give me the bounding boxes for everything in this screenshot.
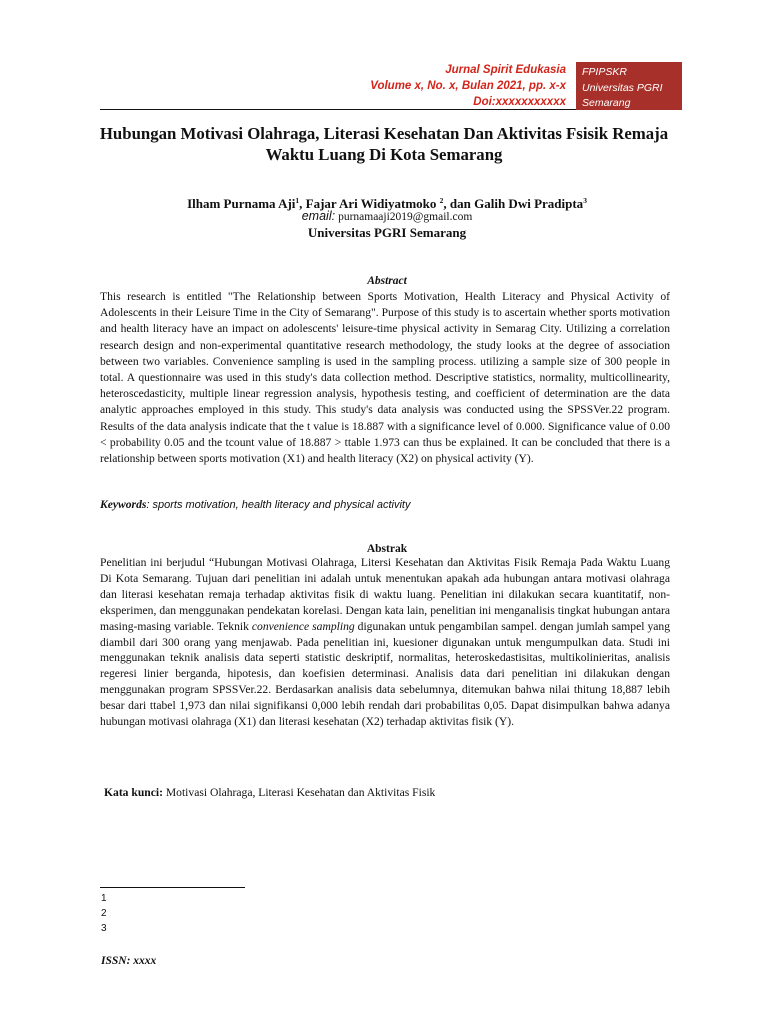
author-separator: , dan (443, 196, 475, 211)
author-separator: , (299, 196, 306, 211)
author-name: Ilham Purnama Aji (187, 196, 296, 211)
issn: ISSN: xxxx (101, 955, 157, 967)
journal-volume: Volume x, No. x, Bulan 2021, pp. x-x (370, 80, 566, 92)
abstrak-text (100, 555, 670, 730)
journal-doi: Doi:xxxxxxxxxxx (473, 96, 566, 108)
kata-kunci-label: Kata kunci: (104, 786, 163, 799)
email-line (100, 209, 674, 225)
header-divider (100, 109, 576, 110)
footnote-divider (100, 887, 245, 888)
affiliation: Universitas PGRI Semarang (307, 225, 467, 240)
keywords-line (100, 497, 411, 513)
title-line: Waktu Luang Di Kota Semarang (265, 145, 503, 164)
author-name: Fajar Ari Widiyatmoko (305, 196, 440, 211)
kata-kunci-line (104, 785, 435, 801)
abstract-text: This research is entitled "The Relationship between Sports Motivation, Health Literacy and Physical Activity of Adolescents in their Leisure Time in the City of Semarang". Purpose of this study is to ascertain whether sports motivation and health literacy have an impact on adolescents' leisure-time physical activity in Semarag City. Utilizing a correlation research design and non-experimental quantitative research methodology, the study looks at the degree of association between two variables. Convenience sampling is used in the sampling process. utilizing a sample size of 300 people in total. A questionnaire was used in this study's data collection method. Descriptive statistics, normality, multicollinearity, heteroscedasticity, multiple linear regression analysis, hypothesis testing, and coefficient of determination are the data analytic approaches employed in this study. This study's data analysis was conducted using the SPSSVer.22 program. Results of the data analysis indicate that the t value is 18.887 with a significance level of 0.000. Significance value of 0.00 < probability 0.05 and the tcount value of 18.887 > ttable 1.973 can thus be explained. It can be concluded that there is a relationship between sports motivation (X1) and health literacy (X2) on physical activity (Y). (100, 290, 670, 466)
badge-line: Universitas PGRI (582, 81, 663, 94)
abstrak-heading: Abstrak (366, 543, 408, 555)
faculty-badge (576, 62, 682, 110)
author-name: Galih Dwi Pradipta (474, 196, 584, 211)
author-affiliation-mark: 2 (439, 196, 444, 205)
author-affiliation-mark: 3 (583, 196, 587, 205)
keywords-text: : sports motivation, health literacy and physical activity (146, 499, 411, 511)
abstrak-text-part: Penelitian ini berjudul “Hubungan Motivasi Olahraga, Litersi Kesehatan dan Aktivitas Fisik Remaja Pada Waktu Luang Di Kota Semarang. Tujuan dari penelitian ini adalah untuk menentukan apakah ada hubungan antara motivasi olahraga dan literasi kesehatan remaja terhadap aktivitas fisik di waktu luang. Penelitian ini dilakukan secara kuantitatif, non-eksperimen, dan menggunakan pendekatan korelasi. Dengan kata lain, penelitian ini menganalisis tingkat hubungan antara masing-masing variable. Teknik (100, 556, 670, 633)
abstrak-text-part: digunakan untuk pengambilan sampel. dengan jumlah sampel yang diambil dari 300 orang yang menjawab. Pada penelitian ini, kuesioner digunakan untuk mengumpulkan data. Studi ini menggunakan teknik analisis data seperti statistic deskriptif, normalitas, heteroskedastisitas, multikolinieritas, analisis regeresi linier berganda, hipotesis, dan koefisien determinasi. Analisis data dari penelitian ini dilakukan dengan menggunakan program SPSSVer.22. Berdasarkan analisis data sebelumnya, ditemukan bahwa nilai thitung 18,887 lebih besar dari ttabel 1,973 dan nilai signifikansi 0,000 lebih rendah dari probabilitas 0,05. Dapat disimpulkan bahwa adanya hubungan motivasi olahraga (X1) dan literasi kesehatan (X2) terhadap aktivitas fisik (Y). (100, 619, 670, 729)
abstrak-italic-term: convenience sampling (251, 619, 355, 633)
keywords-label: Keywords (100, 498, 147, 511)
kata-kunci-text: Motivasi Olahraga, Literasi Kesehatan dan Aktivitas Fisik (162, 786, 436, 799)
badge-line: FPIPSKR (582, 66, 627, 78)
paper-title (80, 123, 688, 165)
footnote-number: 1 (101, 893, 107, 904)
author-email: purnamaaji2019@gmail.com (338, 211, 473, 223)
badge-line: Semarang (582, 97, 631, 109)
footnote-number: 3 (101, 923, 107, 934)
email-label: email: (301, 209, 336, 223)
abstract-heading: Abstract (367, 275, 407, 287)
footnote-number: 2 (101, 908, 107, 919)
journal-name: Jurnal Spirit Edukasia (445, 64, 566, 76)
journal-header (370, 62, 566, 110)
title-line: Hubungan Motivasi Olahraga, Literasi Kesehatan Dan Aktivitas Fsisik Remaja (99, 124, 669, 143)
author-affiliation-mark: 1 (295, 196, 300, 205)
